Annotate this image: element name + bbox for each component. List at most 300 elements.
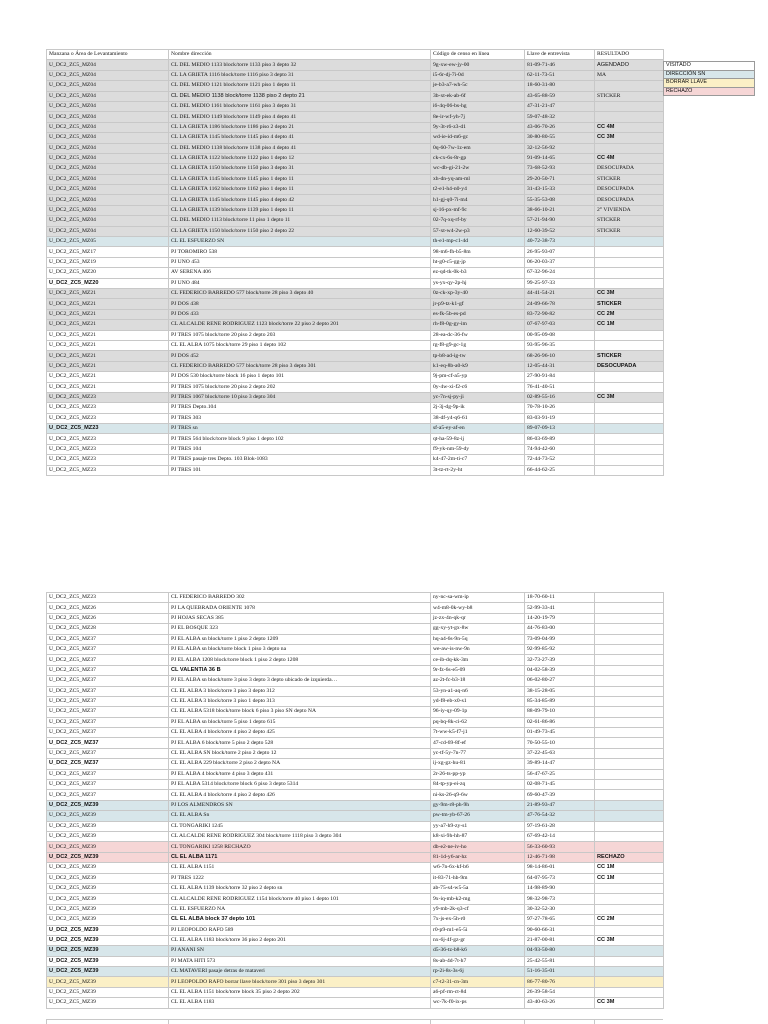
cell-interview-key: 43-40-63-26 bbox=[525, 998, 595, 1008]
table-row bbox=[47, 70, 664, 80]
table-row bbox=[47, 634, 664, 644]
cell-interview-key: 57-21-94-90 bbox=[525, 216, 595, 226]
table-row bbox=[47, 883, 664, 893]
cell-census-code: jz-zx-4n-qk-qr bbox=[431, 613, 525, 623]
cell-census-code: ht-g0-c5-gg-jp bbox=[431, 257, 525, 267]
cell-census-code: we-aw-is-nw-9n bbox=[431, 644, 525, 654]
cell-address: CL EL ALBA Sn bbox=[169, 811, 431, 821]
cell-interview-key: 40-72-38-73 bbox=[525, 237, 595, 247]
cell-address: PJ EL ALBA sn block/torre 5 piso 1 depto 615 bbox=[169, 717, 431, 727]
cell-result bbox=[595, 977, 664, 987]
cell-address: PJ TRES sn bbox=[169, 424, 431, 434]
cell-area: U_DC2_ZC5_MZ26 bbox=[47, 603, 169, 613]
cell-census-code: xh-dn-yq-am-ml bbox=[431, 174, 525, 184]
cell-area: U_DC2_ZC5_MZ19 bbox=[47, 257, 169, 267]
cell-area: U_DC2_ZC5_MZ04 bbox=[47, 226, 169, 236]
cell-census-code: 57-xt-w4-2w-p3 bbox=[431, 226, 525, 236]
cell-result: CC 3M bbox=[595, 392, 664, 402]
cell-area: U_DC2_ZC5_MZ21 bbox=[47, 372, 169, 382]
table-row bbox=[47, 278, 664, 288]
cell-area: U_DC2_ZC5_MZ04 bbox=[47, 195, 169, 205]
cell-census-code: qt-ha-59-8z-ij bbox=[431, 434, 525, 444]
cell-address: CL LA GRIETA 1150 block/torre 1150 piso 2 depto 22 bbox=[169, 226, 431, 236]
table-row bbox=[47, 800, 664, 810]
cell-area: U_DC2_ZC5_MZ28 bbox=[47, 624, 169, 634]
cell-area: U_DC2_ZC5_MZ23 bbox=[47, 392, 169, 402]
cell-result bbox=[595, 81, 664, 91]
cell-area: U_DC2_ZC5_MZ21 bbox=[47, 340, 169, 350]
table-row bbox=[47, 465, 664, 475]
table-row bbox=[47, 392, 664, 402]
cell-address: CL ALCALDE RENE RODRIGUEZ 304 block/torre 1118 piso 3 depto 304 bbox=[169, 831, 431, 841]
table-row bbox=[47, 133, 664, 143]
cell-address: PJ TRES 564 block/torre block 9 piso 1 depto 102 bbox=[169, 434, 431, 444]
cell-area: U_DC2_ZC5_MZ26 bbox=[47, 613, 169, 623]
cell-interview-key: 43-06-70-26 bbox=[525, 122, 595, 132]
cell-address: CL EL ALBA 229 block/torre 2 piso 2 depto NA bbox=[169, 759, 431, 769]
table-row bbox=[47, 696, 664, 706]
cell-census-code: nx-6j-4f-gz-gr bbox=[431, 935, 525, 945]
legend-item bbox=[664, 70, 755, 79]
cell-address: PJ LEOPOLDO RAFO 589 bbox=[169, 925, 431, 935]
cell-result: CC 3M bbox=[595, 133, 664, 143]
table-row bbox=[47, 821, 664, 831]
legend-borrar-llave: BORRAR LLAVE bbox=[664, 79, 755, 88]
cell-census-code: ys-yx-qy-2p-hj bbox=[431, 278, 525, 288]
cell-interview-key: 70-50-55-10 bbox=[525, 738, 595, 748]
cell-census-code: yy-a7-h9-zy-s1 bbox=[431, 821, 525, 831]
cell-interview-key: 38-15-28-05 bbox=[525, 686, 595, 696]
cell-census-code: ij-xg-gz-hu-81 bbox=[431, 759, 525, 769]
cell-address: CL LA GRIETA 1145 block/torre 1145 piso 1 depto 11 bbox=[169, 174, 431, 184]
cell-census-code: a6-pf-rm-ct-8d bbox=[431, 987, 525, 997]
cell-census-code: 96-iy-qy-09-1p bbox=[431, 707, 525, 717]
table-row bbox=[47, 769, 664, 779]
cell-census-code: 0q-60-7w-1z-em bbox=[431, 143, 525, 153]
cell-result bbox=[595, 707, 664, 717]
cell-address: CL DEL MEDIO 1161 block/torre 1161 piso 3 depto 31 bbox=[169, 101, 431, 111]
cell-result bbox=[595, 444, 664, 454]
cell-area: U_DC2_ZC5_MZ37 bbox=[47, 759, 169, 769]
cell-result bbox=[595, 268, 664, 278]
cell-area: U_DC2_ZC5_MZ39 bbox=[47, 967, 169, 977]
cell-area: U_DC2_ZC5_MZ37 bbox=[47, 707, 169, 717]
cell-interview-key: 98-32-98-73 bbox=[525, 894, 595, 904]
header-census-code: Código de censo en línea bbox=[431, 50, 525, 60]
cell-area: U_DC2_ZC5_MZ39 bbox=[47, 852, 169, 862]
table-row bbox=[47, 904, 664, 914]
cell-census-code: 3t-tz-rt-2y-ht bbox=[431, 465, 525, 475]
legend-item bbox=[664, 62, 755, 71]
cell-address: CL VALENTIA 36 B bbox=[169, 665, 431, 675]
table-row bbox=[47, 925, 664, 935]
cell-address: CL LA GRIETA 1145 block/torre 1145 piso 4 depto 42 bbox=[169, 195, 431, 205]
cell-result bbox=[595, 728, 664, 738]
cell-address: CL DEL MEDIO 1133 block/torre 1133 piso 3 depto 32 bbox=[169, 60, 431, 70]
cell-area: U_DC2_ZC5_MZ39 bbox=[47, 915, 169, 925]
cell-census-code: 2j-3j-dg-9p-ik bbox=[431, 403, 525, 413]
cell-area: U_DC2_ZC5_MZ39 bbox=[47, 821, 169, 831]
cell-interview-key: 29-20-50-71 bbox=[525, 174, 595, 184]
cell-census-code: 9g-xw-ew-jy-00 bbox=[431, 60, 525, 70]
cell-area: U_DC2_ZC5_MZ21 bbox=[47, 299, 169, 309]
cell-area: U_DC2_ZC5_MZ37 bbox=[47, 728, 169, 738]
cell-interview-key: 69-60-47-39 bbox=[525, 790, 595, 800]
header-area: Manzana o Área de Levantamiento bbox=[47, 50, 169, 60]
cell-result bbox=[595, 686, 664, 696]
cell-address: PJ EL ALBA sn block/torre 1 piso 2 depto 1209 bbox=[169, 634, 431, 644]
cell-area: U_DC2_ZC5_MZ23 bbox=[47, 444, 169, 454]
cell-result: DESOCUPADA bbox=[595, 361, 664, 371]
table-row bbox=[47, 361, 664, 371]
table-row bbox=[47, 216, 664, 226]
table-header-row bbox=[47, 50, 664, 60]
table-row bbox=[47, 81, 664, 91]
cell-address: PJ LOS ALMENDROS SN bbox=[169, 800, 431, 810]
cell-interview-key: 04-02-58-39 bbox=[525, 665, 595, 675]
cell-area: U_DC2_ZC5_MZ04 bbox=[47, 153, 169, 163]
cell-interview-key: 30-32-52-30 bbox=[525, 904, 595, 914]
cell-area: U_DC2_ZC5_MZ37 bbox=[47, 655, 169, 665]
cell-census-code: pq-bq-8k-ci-62 bbox=[431, 717, 525, 727]
cell-address: CL FEDERICO BARREDO 302 bbox=[169, 593, 431, 603]
table-row bbox=[47, 237, 664, 247]
cell-interview-key: 12-46-71-98 bbox=[525, 852, 595, 862]
cell-census-code: ce-ib-dq-kk-3m bbox=[431, 655, 525, 665]
cell-result bbox=[595, 831, 664, 841]
cell-result: CC 3M bbox=[595, 288, 664, 298]
cell-census-code: jr-p9-tz-k1-gf bbox=[431, 299, 525, 309]
cell-interview-key: 06-02-80-27 bbox=[525, 676, 595, 686]
table-row bbox=[47, 403, 664, 413]
cell-area: U_DC2_ZC5_MZ23 bbox=[47, 434, 169, 444]
cell-area: U_DC2_ZC5_MZ04 bbox=[47, 122, 169, 132]
cell-census-code: 38-df-y4-q6-61 bbox=[431, 413, 525, 423]
cell-area: U_DC2_ZC5_MZ04 bbox=[47, 70, 169, 80]
cell-area: U_DC2_ZC5_MZ04 bbox=[47, 185, 169, 195]
cell-census-code: 7x-js-ex-5h-r0 bbox=[431, 915, 525, 925]
cell-area: U_DC2_ZC5_MZ23 bbox=[47, 593, 169, 603]
cell-result bbox=[595, 696, 664, 706]
cell-address: CL EL ALBA 4 block/torre 4 piso 2 depto 425 bbox=[169, 728, 431, 738]
cell-address: CL EL ALBA 4 block/torre 4 piso 2 depto 426 bbox=[169, 790, 431, 800]
cell-result bbox=[595, 717, 664, 727]
cell-address: PJ HOJAS SECAS 385 bbox=[169, 613, 431, 623]
table-row bbox=[47, 320, 664, 330]
table-row bbox=[47, 434, 664, 444]
table-row bbox=[47, 257, 664, 267]
cell-result bbox=[595, 780, 664, 790]
table-row bbox=[47, 738, 664, 748]
cell-address: PJ LA QUEBRADA ORIENTE 1078 bbox=[169, 603, 431, 613]
cell-interview-key: 37-22-45-63 bbox=[525, 748, 595, 758]
cell-census-code: es-fk-5b-es-pd bbox=[431, 309, 525, 319]
cell bbox=[525, 1020, 595, 1024]
cell-result bbox=[595, 403, 664, 413]
cell-area: U_DC2_ZC5_MZ39 bbox=[47, 831, 169, 841]
cell-interview-key: 86-77-80-76 bbox=[525, 977, 595, 987]
cell-census-code: gy-9m-r8-ph-9h bbox=[431, 800, 525, 810]
table-row bbox=[47, 842, 664, 852]
cell-area: U_DC2_ZC5_MZ39 bbox=[47, 894, 169, 904]
cell-area: U_DC2_ZC5_MZ23 bbox=[47, 413, 169, 423]
table-row bbox=[47, 686, 664, 696]
cell-address: CL DEL MEDIO 1113 block/torre 11 piso 1 depto 11 bbox=[169, 216, 431, 226]
cell-interview-key: 97-19-61-28 bbox=[525, 821, 595, 831]
cell-interview-key: 81-09-71-46 bbox=[525, 60, 595, 70]
cell-area: U_DC2_ZC5_MZ39 bbox=[47, 883, 169, 893]
cell-address: CL EL ALBA 3 block/torre 3 piso 1 depto 313 bbox=[169, 696, 431, 706]
cell-interview-key: 85-34-85-89 bbox=[525, 696, 595, 706]
cell-census-code: db-e2-ne-iv-ho bbox=[431, 842, 525, 852]
cell-interview-key: 02-89-55-16 bbox=[525, 392, 595, 402]
cell-result: 2° VIVIENDA bbox=[595, 205, 664, 215]
cell-interview-key: 32-73-27-39 bbox=[525, 655, 595, 665]
cell-area: U_DC2_ZC5_MZ05 bbox=[47, 237, 169, 247]
cell-address: CL DEL MEDIO 1138 block/torre 1138 piso 2 depto 21 bbox=[169, 91, 431, 101]
table-row bbox=[47, 644, 664, 654]
table-row bbox=[47, 351, 664, 361]
cell-census-code: 84-tp-yp-ei-zq bbox=[431, 780, 525, 790]
cell-result bbox=[595, 655, 664, 665]
cell-address: CL DEL MEDIO 1149 block/torre 1149 piso 4 depto 41 bbox=[169, 112, 431, 122]
cell-address: PJ TOROMIRO 538 bbox=[169, 247, 431, 257]
cell-result bbox=[595, 842, 664, 852]
cell-interview-key: 73-09-04-99 bbox=[525, 634, 595, 644]
cell-census-code: tp-b8-ad-ig-tw bbox=[431, 351, 525, 361]
cell-interview-key: 74-94-42-60 bbox=[525, 444, 595, 454]
cell-interview-key: 06-20-03-37 bbox=[525, 257, 595, 267]
cell-result bbox=[595, 665, 664, 675]
cell-result bbox=[595, 904, 664, 914]
cell-address: CL EL ALBA 1075 block/torre 29 piso 1 depto 102 bbox=[169, 340, 431, 350]
cell-area: U_DC2_ZC5_MZ39 bbox=[47, 842, 169, 852]
cell-interview-key: 83-03-91-19 bbox=[525, 413, 595, 423]
cell-area: U_DC2_ZC5_MZ37 bbox=[47, 686, 169, 696]
cell-address: PJ EL ALBA 6 block/torre 5 piso 2 depto 528 bbox=[169, 738, 431, 748]
table-row bbox=[47, 613, 664, 623]
cell-address: CL ALCALDE RENE RODRIGUEZ 1154 block/torre 40 piso 1 depto 101 bbox=[169, 894, 431, 904]
cell-address: CL LA GRIETA 1145 block/torre 1145 piso 4 depto 41 bbox=[169, 133, 431, 143]
cell-result: STICKER bbox=[595, 299, 664, 309]
cell-census-code: yc-7n-sj-py-ji bbox=[431, 392, 525, 402]
cell-result bbox=[595, 465, 664, 475]
table-row bbox=[47, 455, 664, 465]
cell-result bbox=[595, 769, 664, 779]
cell-census-code: th-e1-mp-c1-4d bbox=[431, 237, 525, 247]
cell-census-code: je-b3-a7-wh-5c bbox=[431, 81, 525, 91]
cell bbox=[595, 1020, 664, 1024]
cell-interview-key: 32-12-56-92 bbox=[525, 143, 595, 153]
cell-area: U_DC2_ZC5_MZ04 bbox=[47, 101, 169, 111]
cell-result: CC 1M bbox=[595, 320, 664, 330]
cell-address: PJ EL ALBA sn block/torre 3 piso 3 depto 3 depto ubicado de izquierda… bbox=[169, 676, 431, 686]
cell-area: U_DC2_ZC5_MZ04 bbox=[47, 174, 169, 184]
cell-result bbox=[595, 967, 664, 977]
cell-address: CL EL ALBA 3 block/torre 3 piso 3 depto 312 bbox=[169, 686, 431, 696]
cell-interview-key: 51-16-35-01 bbox=[525, 967, 595, 977]
cell-area: U_DC2_ZC5_MZ04 bbox=[47, 91, 169, 101]
cell-address: CL FEDERICO BARREDO 577 block/torre 28 piso 3 depto 301 bbox=[169, 361, 431, 371]
cell-census-code: 7t-ww-k5-f7-j1 bbox=[431, 728, 525, 738]
cell-address: CL LA GRIETA 1162 block/torre 1162 piso 1 depto 11 bbox=[169, 185, 431, 195]
cell-census-code: 9r-fz-6s-e5-09 bbox=[431, 665, 525, 675]
cell-interview-key: 25-42-55-81 bbox=[525, 956, 595, 966]
cell-census-code: i5-6r-dj-7i-0d bbox=[431, 70, 525, 80]
legend-item bbox=[664, 79, 755, 88]
cell-interview-key: 88-09-79-10 bbox=[525, 707, 595, 717]
table-row bbox=[47, 707, 664, 717]
header-result: RESULTADO bbox=[595, 50, 664, 60]
cell-census-code: k8-xi-9h-hh-87 bbox=[431, 831, 525, 841]
table-row bbox=[47, 1020, 664, 1024]
cell-area: U_DC2_ZC5_MZ39 bbox=[47, 925, 169, 935]
legend-direccion-sn: DIRECCIÓN SN bbox=[664, 70, 755, 79]
table-row bbox=[47, 831, 664, 841]
cell-address: PJ TRES 101 bbox=[169, 465, 431, 475]
table-row bbox=[47, 330, 664, 340]
cell-area: U_DC2_ZC5_MZ39 bbox=[47, 800, 169, 810]
cell-interview-key: 04-93-50-80 bbox=[525, 946, 595, 956]
legend-visitado: VISITADO bbox=[664, 62, 755, 71]
header-address: Nombre dirección bbox=[169, 50, 431, 60]
cell-area: U_DC2_ZC5_MZ37 bbox=[47, 717, 169, 727]
cell-result bbox=[595, 372, 664, 382]
cell-interview-key: 30-80-80-55 bbox=[525, 133, 595, 143]
cell-address: CL LA GRIETA 1116 block/torre 1116 piso 3 depto 31 bbox=[169, 70, 431, 80]
cell-address: CL LA GRIETA 1122 block/torre 1122 piso 1 depto 12 bbox=[169, 153, 431, 163]
table-row bbox=[47, 413, 664, 423]
cell-interview-key: 44-41-54-21 bbox=[525, 288, 595, 298]
address-table-top bbox=[46, 49, 664, 476]
cell-result: CC 1M bbox=[595, 873, 664, 883]
cell-result: STICKER bbox=[595, 91, 664, 101]
cell-area: U_DC2_ZC5_MZ39 bbox=[47, 956, 169, 966]
cell-area: U_DC2_ZC5_MZ37 bbox=[47, 696, 169, 706]
cell-interview-key: 59-07-48-32 bbox=[525, 112, 595, 122]
cell-address: PJ UNO 484 bbox=[169, 278, 431, 288]
cell-address: CL EL ESFUERZO SN bbox=[169, 237, 431, 247]
cell-area: U_DC2_ZC5_MZ23 bbox=[47, 403, 169, 413]
cell-census-code: ny-nc-sa-wm-ip bbox=[431, 593, 525, 603]
cell-result: STICKER bbox=[595, 351, 664, 361]
cell-address: PJ EL ALBA sn block/torre block 1 piso 3 depto na bbox=[169, 644, 431, 654]
table-row bbox=[47, 372, 664, 382]
cell-interview-key: 47-76-54-32 bbox=[525, 811, 595, 821]
table-row bbox=[47, 382, 664, 392]
cell-area: U_DC2_ZC5_MZ39 bbox=[47, 935, 169, 945]
table-row bbox=[47, 268, 664, 278]
table-row bbox=[47, 780, 664, 790]
table-row bbox=[47, 946, 664, 956]
cell-area: U_DC2_ZC5_MZ04 bbox=[47, 60, 169, 70]
cell-result: CC 3M bbox=[595, 935, 664, 945]
cell-interview-key: 92-99-85-92 bbox=[525, 644, 595, 654]
cell-address: CL DEL MEDIO 1138 block/torre 1138 piso 4 depto 41 bbox=[169, 143, 431, 153]
cell-census-code: 0y-4w-xi-f2-c6 bbox=[431, 382, 525, 392]
cell-interview-key: 26-95-93-07 bbox=[525, 247, 595, 257]
table-row bbox=[47, 977, 664, 987]
cell-address: CL TONGARIKI 1258 RECHAZO bbox=[169, 842, 431, 852]
cell-interview-key: 43-65-88-59 bbox=[525, 91, 595, 101]
cell-area: U_DC2_ZC5_MZ17 bbox=[47, 247, 169, 257]
table-row bbox=[47, 998, 664, 1008]
cell-result bbox=[595, 112, 664, 122]
table-row bbox=[47, 153, 664, 163]
cell-interview-key: 93-95-96-35 bbox=[525, 340, 595, 350]
cell-interview-key: 24-09-66-78 bbox=[525, 299, 595, 309]
cell-census-code: rg-f8-g9-gc-1g bbox=[431, 340, 525, 350]
cell-interview-key: 72-44-73-52 bbox=[525, 455, 595, 465]
table-row bbox=[47, 288, 664, 298]
cell-interview-key: 21-87-00-81 bbox=[525, 935, 595, 945]
cell-census-code: 28-ea-dc-36-fw bbox=[431, 330, 525, 340]
cell-area: U_DC2_ZC5_MZ04 bbox=[47, 112, 169, 122]
cell-result bbox=[595, 237, 664, 247]
cell-area: U_DC2_ZC5_MZ23 bbox=[47, 424, 169, 434]
cell-area: U_DC2_ZC5_MZ23 bbox=[47, 465, 169, 475]
cell-result bbox=[595, 413, 664, 423]
table-row bbox=[47, 603, 664, 613]
cell-interview-key: 02-08-71-45 bbox=[525, 780, 595, 790]
table-row bbox=[47, 811, 664, 821]
cell-address: PJ EL ALBA 4 block/torre 4 piso 3 depto 431 bbox=[169, 769, 431, 779]
cell-interview-key: 68-26-96-10 bbox=[525, 351, 595, 361]
cell-census-code: w6-7n-6x-kf-b6 bbox=[431, 863, 525, 873]
cell-area: U_DC2_ZC5_MZ39 bbox=[47, 863, 169, 873]
cell-census-code: d5-36-tz-b8-k6 bbox=[431, 946, 525, 956]
cell-census-code: 53-yn-a1-aq-n6 bbox=[431, 686, 525, 696]
cell-interview-key: 38-66-10-21 bbox=[525, 205, 595, 215]
sheet-section-top bbox=[46, 49, 663, 476]
table-row bbox=[47, 759, 664, 769]
cell-census-code: 9y-3t-r6-z3-d1 bbox=[431, 122, 525, 132]
table-row bbox=[47, 863, 664, 873]
table-row bbox=[47, 101, 664, 111]
cell-interview-key: 90-60-66-31 bbox=[525, 925, 595, 935]
cell-interview-key: 83-72-90-82 bbox=[525, 309, 595, 319]
table-row bbox=[47, 987, 664, 997]
cell-address: PJ MATA HITI 573 bbox=[169, 956, 431, 966]
cell-census-code: yc-tf-5y-7n-77 bbox=[431, 748, 525, 758]
legend-item bbox=[664, 87, 755, 96]
cell-address: CL LA GRIETA 1150 block/torre 1150 piso 3 depto 31 bbox=[169, 164, 431, 174]
cell-interview-key: 99-25-97-33 bbox=[525, 278, 595, 288]
table-row bbox=[47, 299, 664, 309]
table-row bbox=[47, 91, 664, 101]
cell-area: U_DC2_ZC5_MZ21 bbox=[47, 309, 169, 319]
cell-area: U_DC2_ZC5_MZ21 bbox=[47, 320, 169, 330]
table-row bbox=[47, 894, 664, 904]
cell-census-code: ab-75-s4-w5-5a bbox=[431, 883, 525, 893]
table-row bbox=[47, 185, 664, 195]
cell-census-code: 98-m6-fh-b5-8m bbox=[431, 247, 525, 257]
cell-address: CL EL ALBA block 37 depto 101 bbox=[169, 915, 431, 925]
cell-address: CL EL ALBA 5318 block/torre block 6 piso 3 piso SN depto NA bbox=[169, 707, 431, 717]
cell-area: U_DC2_ZC5_MZ04 bbox=[47, 164, 169, 174]
cell-census-code: y9-mb-2k-q3-cf bbox=[431, 904, 525, 914]
cell-census-code: h1-gj-q0-7i-m4 bbox=[431, 195, 525, 205]
table-row bbox=[47, 164, 664, 174]
cell-interview-key: 14-98-89-90 bbox=[525, 883, 595, 893]
cell-census-code: ck-cx-6s-8r-gp bbox=[431, 153, 525, 163]
cell-address: CL TONGARIKI 1245 bbox=[169, 821, 431, 831]
cell-area: U_DC2_ZC5_MZ21 bbox=[47, 361, 169, 371]
cell-address: CL EL ALBA 1183 block/torre 36 piso 2 depto 201 bbox=[169, 935, 431, 945]
cell-interview-key: 55-35-53-08 bbox=[525, 195, 595, 205]
cell-interview-key: 26-39-58-54 bbox=[525, 987, 595, 997]
cell-interview-key: 27-90-91-84 bbox=[525, 372, 595, 382]
